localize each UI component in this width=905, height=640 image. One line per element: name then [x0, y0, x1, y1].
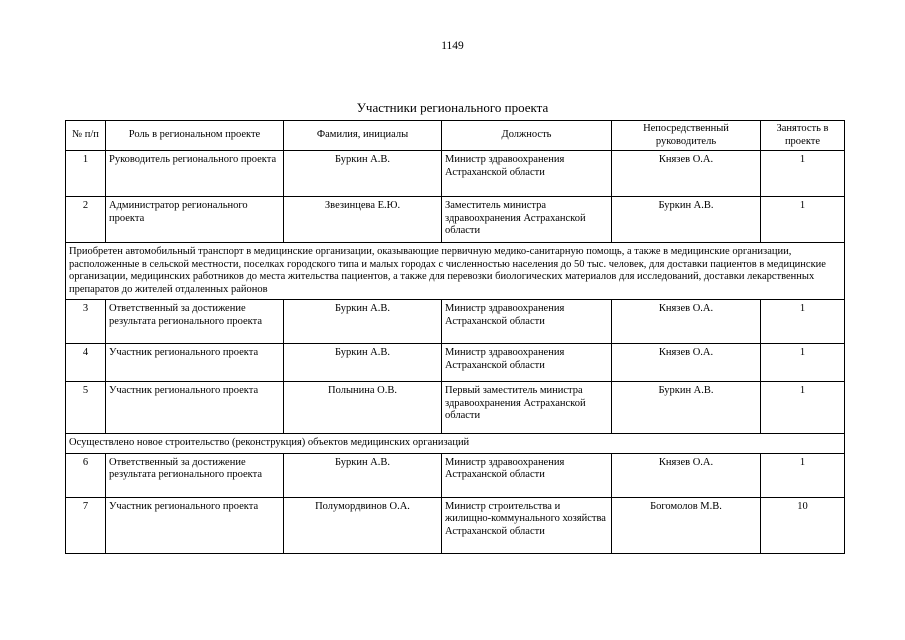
row-load: 1 [761, 382, 845, 434]
section-row [66, 243, 845, 300]
row-number: 4 [66, 344, 106, 382]
table-row [66, 453, 845, 497]
row-manager: Князев О.А. [612, 151, 761, 197]
row-name: Звезинцева Е.Ю. [284, 197, 442, 243]
row-number: 1 [66, 151, 106, 197]
row-manager: Князев О.А. [612, 300, 761, 344]
row-number: 3 [66, 300, 106, 344]
row-role: Ответственный за достижение результата регионального проекта [106, 300, 284, 344]
row-role: Руководитель регионального проекта [106, 151, 284, 197]
row-load: 1 [761, 151, 845, 197]
row-manager: Князев О.А. [612, 453, 761, 497]
header-load: Занятость в проекте [761, 121, 845, 151]
row-role: Участник регионального проекта [106, 382, 284, 434]
row-number: 6 [66, 453, 106, 497]
row-role: Участник регионального проекта [106, 344, 284, 382]
header-manager: Непосредственный руководитель [612, 121, 761, 151]
row-manager: Буркин А.В. [612, 382, 761, 434]
row-position: Заместитель министра здравоохранения Астраханской области [442, 197, 612, 243]
table-row [66, 151, 845, 197]
header-number: № п/п [66, 121, 106, 151]
row-name: Полынина О.В. [284, 382, 442, 434]
row-position: Министр здравоохранения Астраханской области [442, 453, 612, 497]
row-manager: Буркин А.В. [612, 197, 761, 243]
row-load: 10 [761, 497, 845, 553]
row-number: 5 [66, 382, 106, 434]
row-role: Ответственный за достижение результата регионального проекта [106, 453, 284, 497]
section-text: Осуществлено новое строительство (реконструкция) объектов медицинских организаций [66, 434, 845, 454]
table-row [66, 344, 845, 382]
row-load: 1 [761, 300, 845, 344]
table-title: Участники регионального проекта [356, 100, 549, 115]
table-row [66, 300, 845, 344]
table-row [66, 197, 845, 243]
table-header-row [66, 121, 845, 151]
row-number: 2 [66, 197, 106, 243]
row-position: Первый заместитель министра здравоохранения Астраханской области [442, 382, 612, 434]
row-position: Министр здравоохранения Астраханской области [442, 300, 612, 344]
row-name: Буркин А.В. [284, 453, 442, 497]
section-row [66, 434, 845, 454]
row-position: Министр здравоохранения Астраханской области [442, 344, 612, 382]
row-position: Министр здравоохранения Астраханской области [442, 151, 612, 197]
page-number: 1149 [441, 40, 464, 52]
table-row [66, 497, 845, 553]
row-load: 1 [761, 197, 845, 243]
participants-table [65, 120, 845, 554]
row-name: Буркин А.В. [284, 344, 442, 382]
row-name: Полумордвинов О.А. [284, 497, 442, 553]
row-role: Участник регионального проекта [106, 497, 284, 553]
row-name: Буркин А.В. [284, 300, 442, 344]
section-text: Приобретен автомобильный транспорт в медицинские организации, оказывающие первичную медико-санитарную помощь, а также в медицинские организации, расположенные в сельской местности, поселках городского типа и малых городах с численностью населения до 50 тыс. человек, для доставки пациентов в медицинские организации, медицинских работников до места жительства пациентов, а также для перевозки биологических материалов для исследований, доставки лекарственных препаратов до жителей отдаленных районов [66, 243, 845, 300]
row-name: Буркин А.В. [284, 151, 442, 197]
header-position: Должность [442, 121, 612, 151]
row-number: 7 [66, 497, 106, 553]
table-row [66, 382, 845, 434]
row-role: Администратор регионального проекта [106, 197, 284, 243]
header-role: Роль в региональном проекте [106, 121, 284, 151]
row-position: Министр строительства и жилищно-коммунального хозяйства Астраханской области [442, 497, 612, 553]
row-manager: Князев О.А. [612, 344, 761, 382]
row-manager: Богомолов М.В. [612, 497, 761, 553]
row-load: 1 [761, 344, 845, 382]
row-load: 1 [761, 453, 845, 497]
header-name: Фамилия, инициалы [284, 121, 442, 151]
